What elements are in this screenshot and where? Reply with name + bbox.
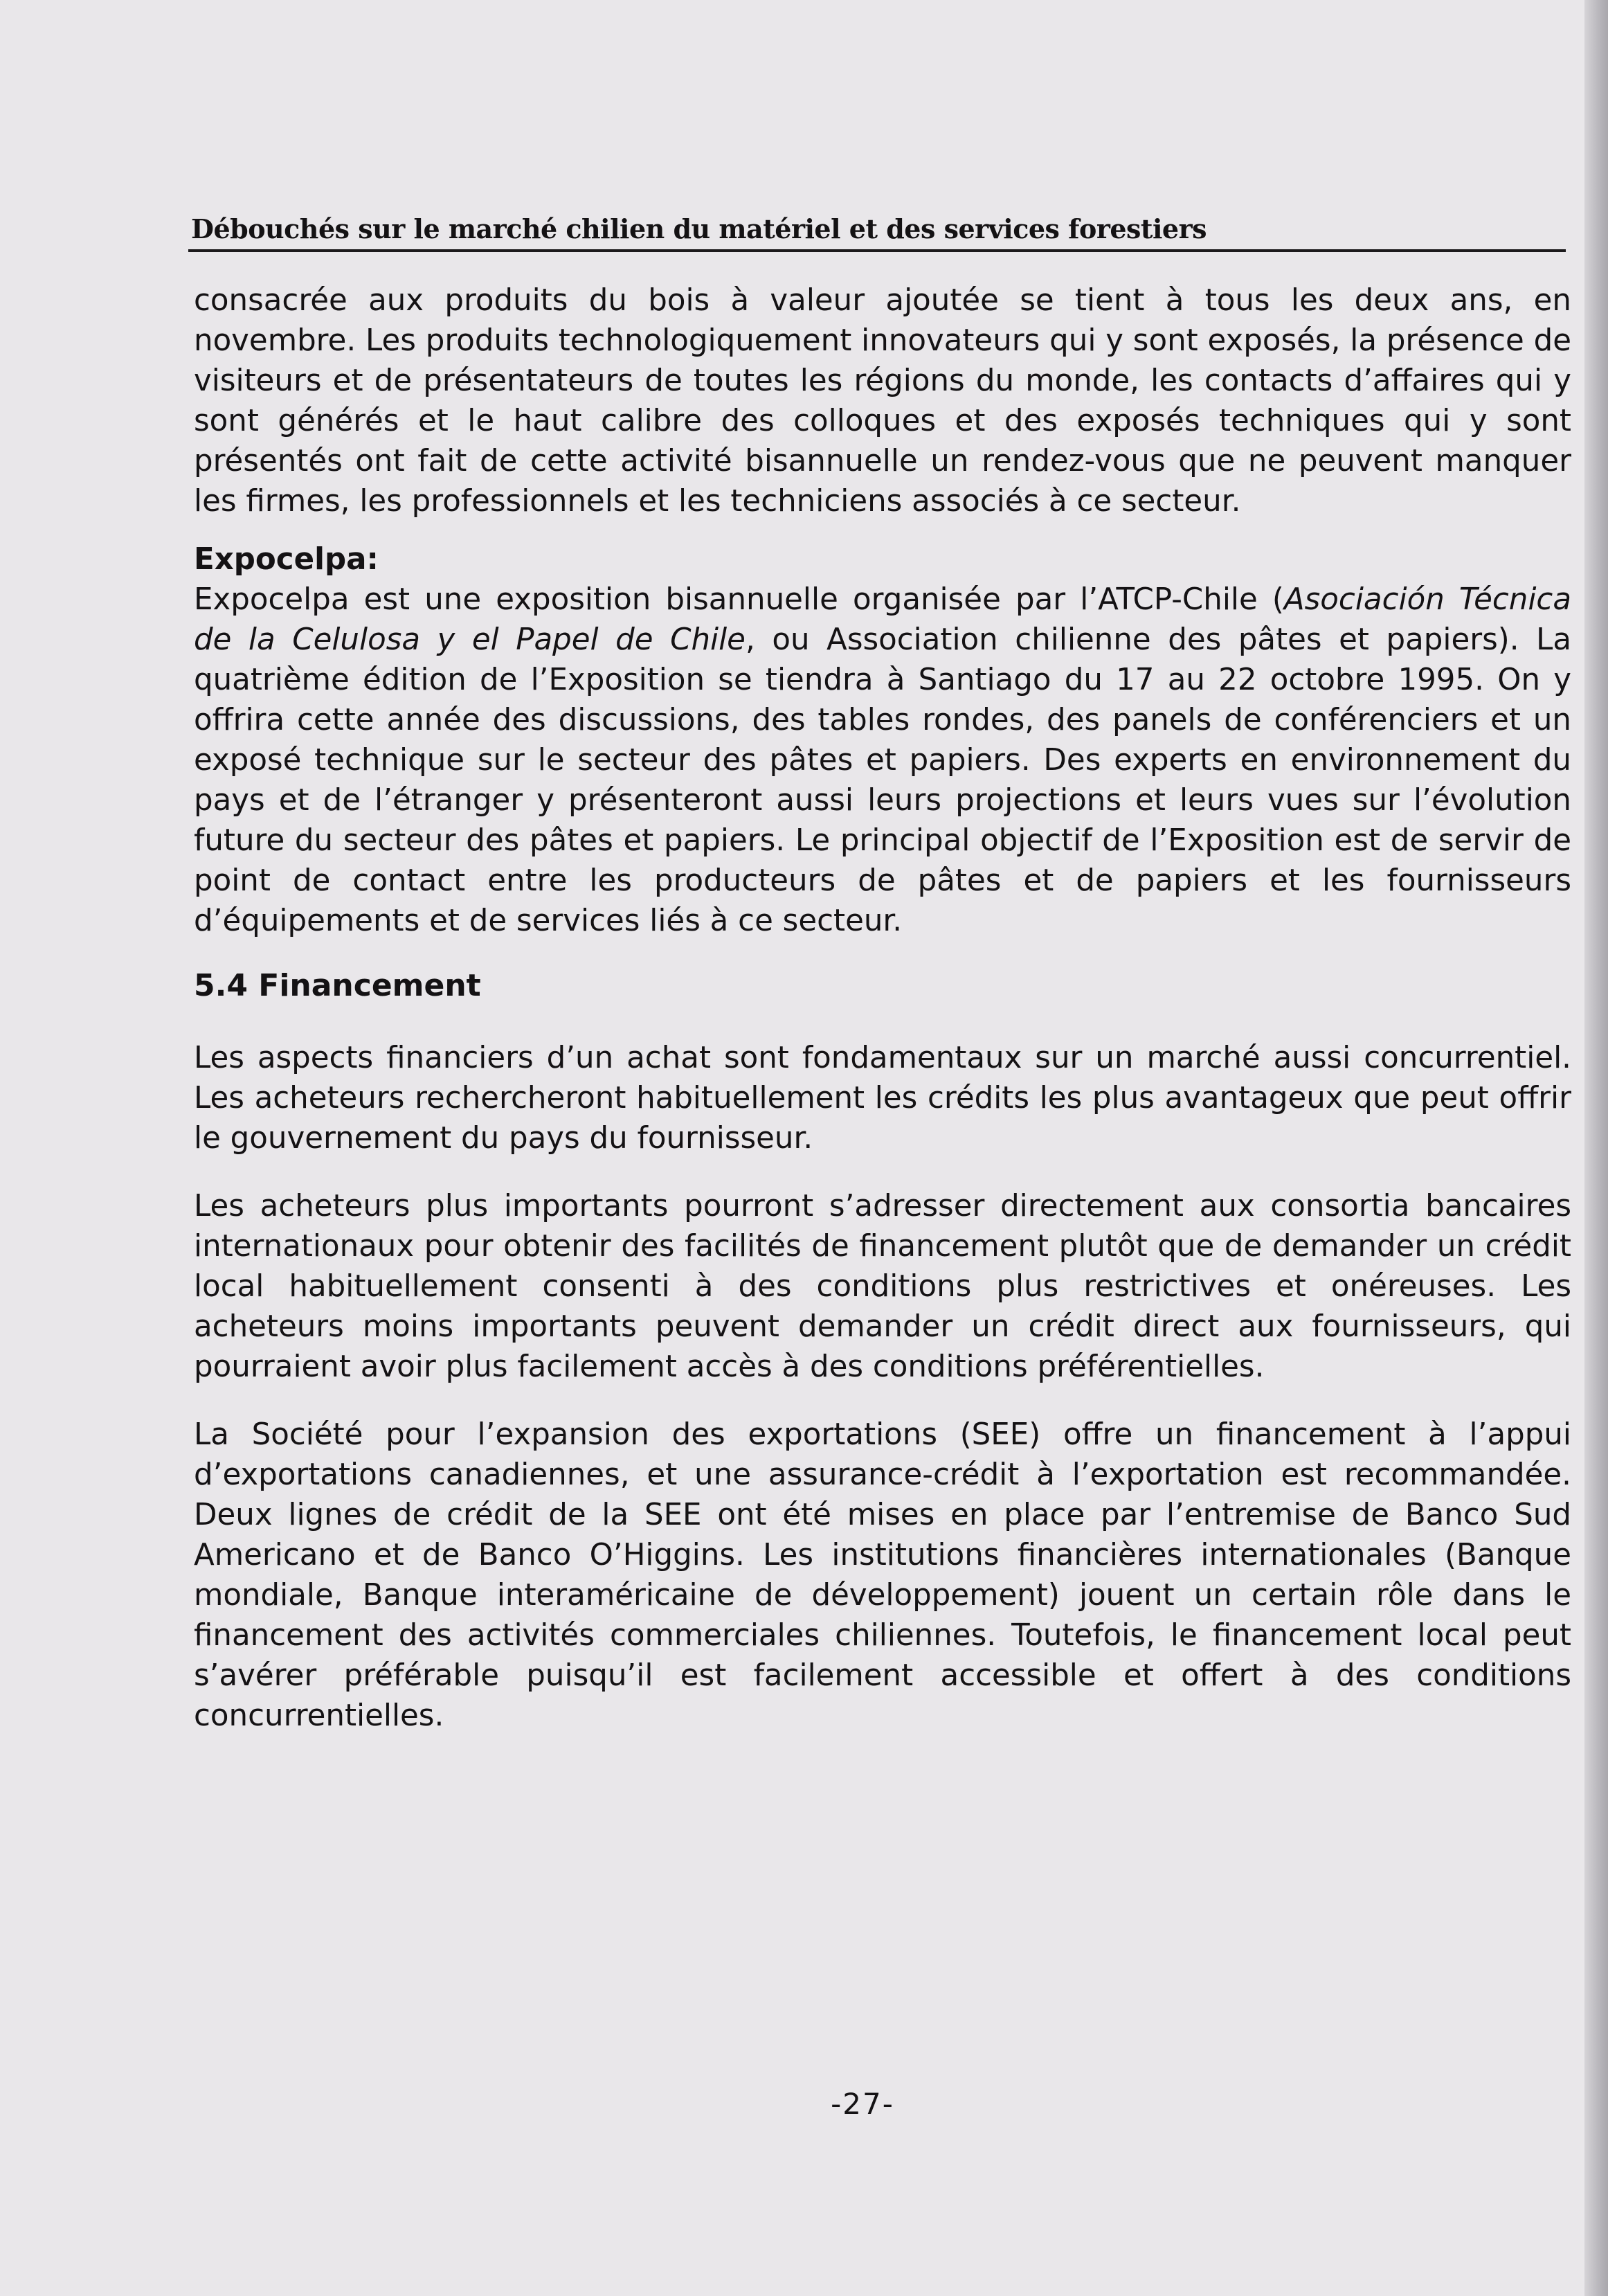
page-body xyxy=(194,280,1571,1736)
financement-paragraph-2: Les acheteurs plus importants pourront s’adresser directement aux consortia bancaires internationaux pour obtenir des facilités de financement plutôt que de demander un crédit local habituellement consenti à des conditions plus restrictives et onéreuses. Les acheteurs moins importants peuvent demander un crédit direct aux fournisseurs, qui pourraient avoir plus facilement accès à des conditions préférentielles. xyxy=(194,1189,1571,1384)
expocelpa-heading: Expocelpa: xyxy=(194,542,379,577)
page-edge-shadow xyxy=(1584,0,1608,2296)
section-heading-financement: 5.4 Financement xyxy=(194,968,481,1003)
intro-paragraph: consacrée aux produits du bois à valeur ajoutée se tient à tous les deux ans, en novembre. Les produits technologiquement innovateurs qui y sont exposés, la présence de visiteurs et de présentateurs de toutes les régions du monde, les contacts d’affaires qui y sont générés et le haut calibre des colloques et des exposés techniques qui y sont présentés ont fait de cette activité bisannuelle un rendez-vous que ne peuvent manquer les firmes, les professionnels et les techniciens associés à ce secteur. xyxy=(194,283,1571,519)
expocelpa-italic-name: Asociación Técnica de la Celulosa y el Papel de Chile xyxy=(194,582,1572,657)
expocelpa-text-start: Expocelpa est une exposition bisannuelle organisée par l’ATCP-Chile ( xyxy=(194,582,1284,617)
page-number: -27- xyxy=(831,2087,894,2121)
financement-paragraph-3: La Société pour l’expansion des exportations (SEE) offre un financement à l’appui d’exportations canadiennes, et une assurance-crédit à l’exportation est recommandée. Deux lignes de crédit de la SEE ont été mises en place par l’entremise de Banco Sud Americano et de Banco O’Higgins. Les institutions financières internationales (Banque mondiale, Banque interaméricaine de développement) jouent un certain rôle dans le financement des activités commerciales chiliennes. Toutefois, le financement local peut s’avérer préférable puisqu’il est facilement accessible et offert à des conditions concurrentielles. xyxy=(194,1417,1571,1733)
financement-paragraph-1: Les aspects financiers d’un achat sont fondamentaux sur un marché aussi concurrentiel. Les acheteurs rechercheront habituellement les crédits les plus avantageux que peut offrir le gouvernement du pays du fournisseur. xyxy=(194,1041,1571,1156)
expocelpa-text-end: , ou Association chilienne des pâtes et papiers). La quatrième édition de l’Exposition se tiendra à Santiago du 17 au 22 octobre 1995. On y offrira cette année des discussions, des tables rondes, des panels de conférenciers et un exposé technique sur le secteur des pâtes et papiers. Des experts en environnement du pays et de l’étranger y présenteront aussi leurs projections et leurs vues sur l’évolution future du secteur des pâtes et papiers. Le principal objectif de l’Exposition est de servir de point de contact entre les producteurs de pâtes et de papiers et les fournisseurs d’équipements et de services liés à ce secteur. xyxy=(194,622,1571,938)
expocelpa-paragraph xyxy=(194,580,1571,941)
running-header xyxy=(188,208,1566,252)
header-title: Débouchés sur le marché chilien du matériel et des services forestiers xyxy=(191,213,1207,244)
